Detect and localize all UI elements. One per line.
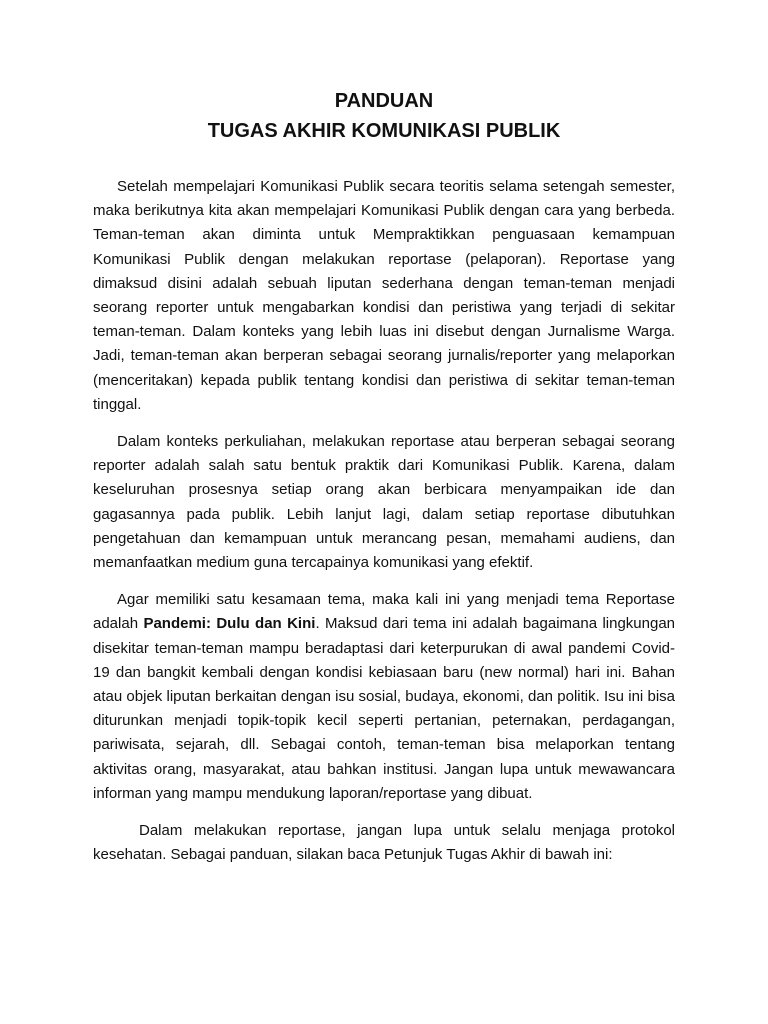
paragraph-health-protocol: Dalam melakukan reportase, jangan lupa untuk selalu menjaga protokol kesehatan. Sebagai panduan, silakan baca Petunjuk Tugas Akhir di bawah ini: [93, 822, 675, 864]
paragraph-theme [93, 588, 675, 806]
paragraph-context: Dalam konteks perkuliahan, melakukan reportase atau berperan sebagai seorang reporter adalah salah satu bentuk praktik dari Komunikasi Publik. Karena, dalam keseluruhan prosesnya setiap orang akan berbicara menyampaikan ide dan gagasannya pada publik. Lebih lanjut lagi, dalam setiap reportase dibutuhkan pengetahuan dan kemampuan untuk merancang pesan, memahami audiens, dan memanfaatkan medium guna tercapainya komunikasi yang efektif. [93, 433, 675, 572]
document-title-line-2: TUGAS AKHIR KOMUNIKASI PUBLIK [207, 120, 561, 142]
paragraph-intro: Setelah mempelajari Komunikasi Publik secara teoritis selama setengah semester, maka berikutnya kita akan mempelajari Komunikasi Publik dengan cara yang berbeda. Teman-teman akan diminta untuk Mempraktikkan penguasaan kemampuan Komunikasi Publik dengan melakukan reportase (pelaporan). Reportase yang dimaksud disini adalah sebuah liputan sederhana dengan teman-teman menjadi seorang reporter untuk mengabarkan kondisi dan peristiwa yang terjadi di sekitar teman-teman. Dalam konteks yang lebih luas ini disebut dengan Jurnalisme Warga. Jadi, teman-teman akan berperan sebagai seorang jurnalis/reporter yang melaporkan (menceritakan) kepada publik tentang kondisi dan peristiwa di sekitar teman-teman tinggal. [93, 178, 675, 413]
title-spacer [93, 146, 675, 175]
theme-name: Pandemi: Dulu dan Kini [143, 615, 316, 633]
document-page [93, 86, 675, 880]
paragraph-theme-rest: . Maksud dari tema ini adalah bagaimana lingkungan disekitar teman-teman mampu beradaptasi dari keterpurukan di awal pandemi Covid-19 dan bangkit kembali dengan kondisi kebiasaan baru (new normal) hari ini. Bahan atau objek liputan berkaitan dengan isu sosial, budaya, ekonomi, dan politik. Isu ini bisa diturunkan menjadi topik-topik kecil seperti pertanian, peternakan, perdagangan, pariwisata, sejarah, dll. Sebagai contoh, teman-teman bisa melaporkan tentang aktivitas orang, masyarakat, atau bahkan institusi. Jangan lupa untuk mewawancara informan yang mampu mendukung laporan/reportase yang dibuat. [93, 615, 676, 802]
document-title-line-1: PANDUAN [334, 90, 434, 112]
paragraph-theme-lead: Agar memiliki satu kesamaan tema, maka kali ini yang menjadi tema Reportase adalah [93, 591, 675, 633]
